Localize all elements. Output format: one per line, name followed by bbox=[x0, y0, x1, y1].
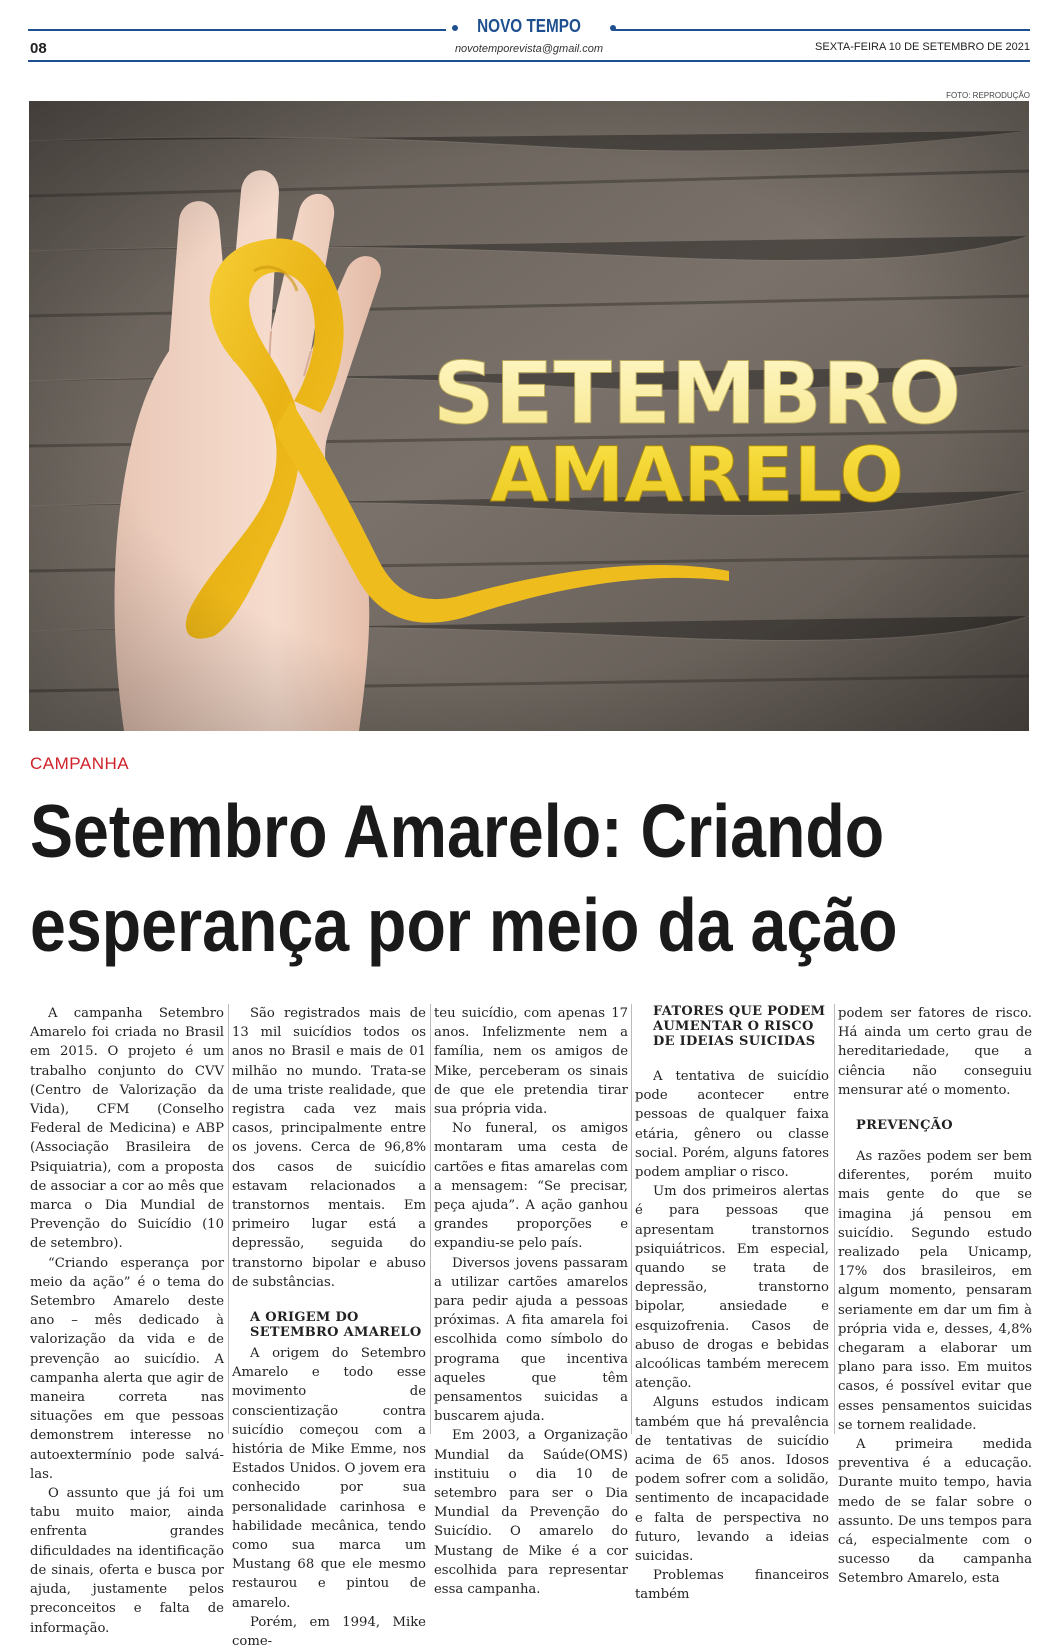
paragraph: São registrados mais de 13 mil suicídios todos os anos no Brasil e mais de 01 milhão no mundo. Trata-se de uma triste realidade, que registra cada vez mais casos, principalmente entre os jovens. Cerca de 96,8% dos casos de suicídio estavam relacionados a transtornos mentais. Em primeiro lugar está a depressão, seguida do transtorno bipolar e abuso de substâncias. bbox=[232, 1006, 426, 1290]
feature-photo bbox=[29, 101, 1029, 731]
column-divider bbox=[834, 1004, 835, 1434]
paragraph: No funeral, os amigos montaram uma cesta de cartões e fitas amarelas com a mensagem: “Se precisar, peça ajuda”. A ação ganhou grandes proporções e expandiu-se pelo país. bbox=[434, 1121, 628, 1252]
article-body bbox=[30, 1004, 1032, 1650]
header-rule bbox=[28, 60, 1030, 62]
photo-credit: FOTO: REPRODUÇÃO bbox=[946, 91, 1030, 100]
column-divider bbox=[631, 1004, 632, 1434]
paragraph: Porém, em 1994, Mike come- bbox=[232, 1614, 426, 1650]
masthead-title: NOVO TEMPO bbox=[477, 16, 581, 36]
page-header bbox=[28, 0, 1030, 64]
column-divider bbox=[430, 1004, 431, 1434]
paragraph: podem ser fatores de risco. Há ainda um certo grau de hereditariedade, que a ciência não conseguiu mensurar até o momento. bbox=[838, 1006, 1032, 1098]
paragraph: Um dos primeiros alertas é para pessoas que apresentam transtornos psiquiátricos. Em especial, quando se trata de depressão, transtorno bipolar, ansiedade e esquizofrenia. Casos de abuso de drogas e bebidas alcoólicas também merecem atenção. bbox=[635, 1184, 829, 1392]
column-5 bbox=[838, 1004, 1032, 1589]
paragraph: teu suicídio, com apenas 17 anos. Infelizmente nem a família, nem os amigos de Mike, perceberam os sinais de que ele pretendia tirar sua própria vida. bbox=[434, 1006, 628, 1118]
paragraph: Em 2003, a Organização Mundial da Saúde(OMS) instituiu o dia 10 de setembro para ser o Dia Mundial da Prevenção do Suicídio. O amarelo do Mustang de Mike é a cor escolhida para representar essa campanha. bbox=[434, 1428, 628, 1598]
paragraph: Alguns estudos indicam também que há prevalência de tentativas de suicídio acima de 65 anos. Idosos podem sofrer com a solidão, sentimento de incapacidade e falta de perspectiva no futuro, levando a ideias suicidas. bbox=[635, 1395, 829, 1565]
paragraph: “Criando esperança por meio da ação” é o tema do Setembro Amarelo deste ano – mês dedicado à valorização da vida e de prevenção ao suicídio. A campanha alerta que agir de maneira correta nas situações em que pessoas demonstrem interesse no autoextermínio pode salvá-las. bbox=[30, 1255, 224, 1482]
column-1 bbox=[30, 1004, 224, 1638]
photo-title-line1: SETEMBRO bbox=[432, 344, 962, 444]
paragraph: A campanha Setembro Amarelo foi criada no Brasil em 2015. O projeto é um trabalho conjunto do CVV (Centro de Valorização da Vida), CFM (Conselho Federal de Medicina) e ABP (Associação Brasileira de Psiquiatria), com a proposta de associar a cor ao mês que marca o Dia Mundial de Prevenção do Suicídio (10 de setembro). bbox=[30, 1006, 224, 1252]
masthead-email[interactable]: novotemporevista@gmail.com bbox=[454, 43, 604, 55]
paragraph: Problemas financeiros também bbox=[635, 1568, 829, 1603]
issue-date: SEXTA-FEIRA 10 DE SETEMBRO DE 2021 bbox=[815, 41, 1030, 53]
article-headline bbox=[30, 784, 898, 972]
section-kicker: CAMPANHA bbox=[30, 754, 130, 773]
subheading-origem: A ORIGEM DO SETEMBRO AMARELO bbox=[250, 1310, 422, 1341]
paragraph: As razões podem ser bem diferentes, porém muito mais gente do que se imagina já pensou em suicídio. Segundo estudo realizado pela Unicamp, 17% dos brasileiros, em algum momento, pensaram seriamente em dar um fim à própria vida e, desses, 4,8% chegaram a elaborar um plano para isso. Em muitos casos, é possível evitar que esses pensamentos suicidas se tornem realidade. bbox=[838, 1149, 1032, 1433]
masthead-rule-right bbox=[612, 29, 1030, 31]
paragraph: A tentativa de suicídio pode acontecer entre pessoas de qualquer faixa etária, gênero ou classe social. Porém, alguns fatores podem ampliar o risco. bbox=[635, 1069, 829, 1181]
page-number: 08 bbox=[30, 40, 47, 57]
headline-line1: Setembro Amarelo: Criando bbox=[30, 789, 885, 873]
column-2 bbox=[232, 1004, 426, 1651]
paragraph: Diversos jovens passaram a utilizar cartões amarelos para pedir ajuda a pessoas próximas. A fita amarela foi escolhida como símbolo do programa que incentiva aqueles que têm pensamentos suicidas a buscarem ajuda. bbox=[434, 1255, 628, 1425]
column-4 bbox=[635, 1004, 829, 1605]
photo-title-line2: AMARELO bbox=[489, 430, 905, 519]
subheading-prevencao: PREVENÇÃO bbox=[856, 1118, 953, 1134]
column-3 bbox=[434, 1004, 628, 1599]
paragraph: O assunto que já foi um tabu muito maior, ainda enfrenta grandes dificuldades na identificação de sinais, oferta e busca por ajuda, justamente pelos preconceitos e falta de informação. bbox=[30, 1486, 224, 1636]
paragraph: A primeira medida preventiva é a educação. Durante muito tempo, havia medo de se falar sobre o assunto. De uns tempos para cá, especialmente com o sucesso da campanha Setembro Amarelo, esta bbox=[838, 1437, 1032, 1587]
column-divider bbox=[228, 1004, 229, 1434]
subheading-fatores: FATORES QUE PODEM AUMENTAR O RISCO DE IDEIAS SUICIDAS bbox=[653, 1004, 826, 1049]
headline-line2: esperança por meio da ação bbox=[30, 883, 898, 967]
paragraph: A origem do Setembro Amarelo e todo esse movimento de conscientização contra suicídio começou com a história de Mike Emme, nos Estados Unidos. O jovem era conhecido por sua personalidade carinhosa e habilidade mecânica, tendo como sua marca um Mustang 68 que ele mesmo restaurou e pintou de amarelo. bbox=[232, 1346, 426, 1611]
